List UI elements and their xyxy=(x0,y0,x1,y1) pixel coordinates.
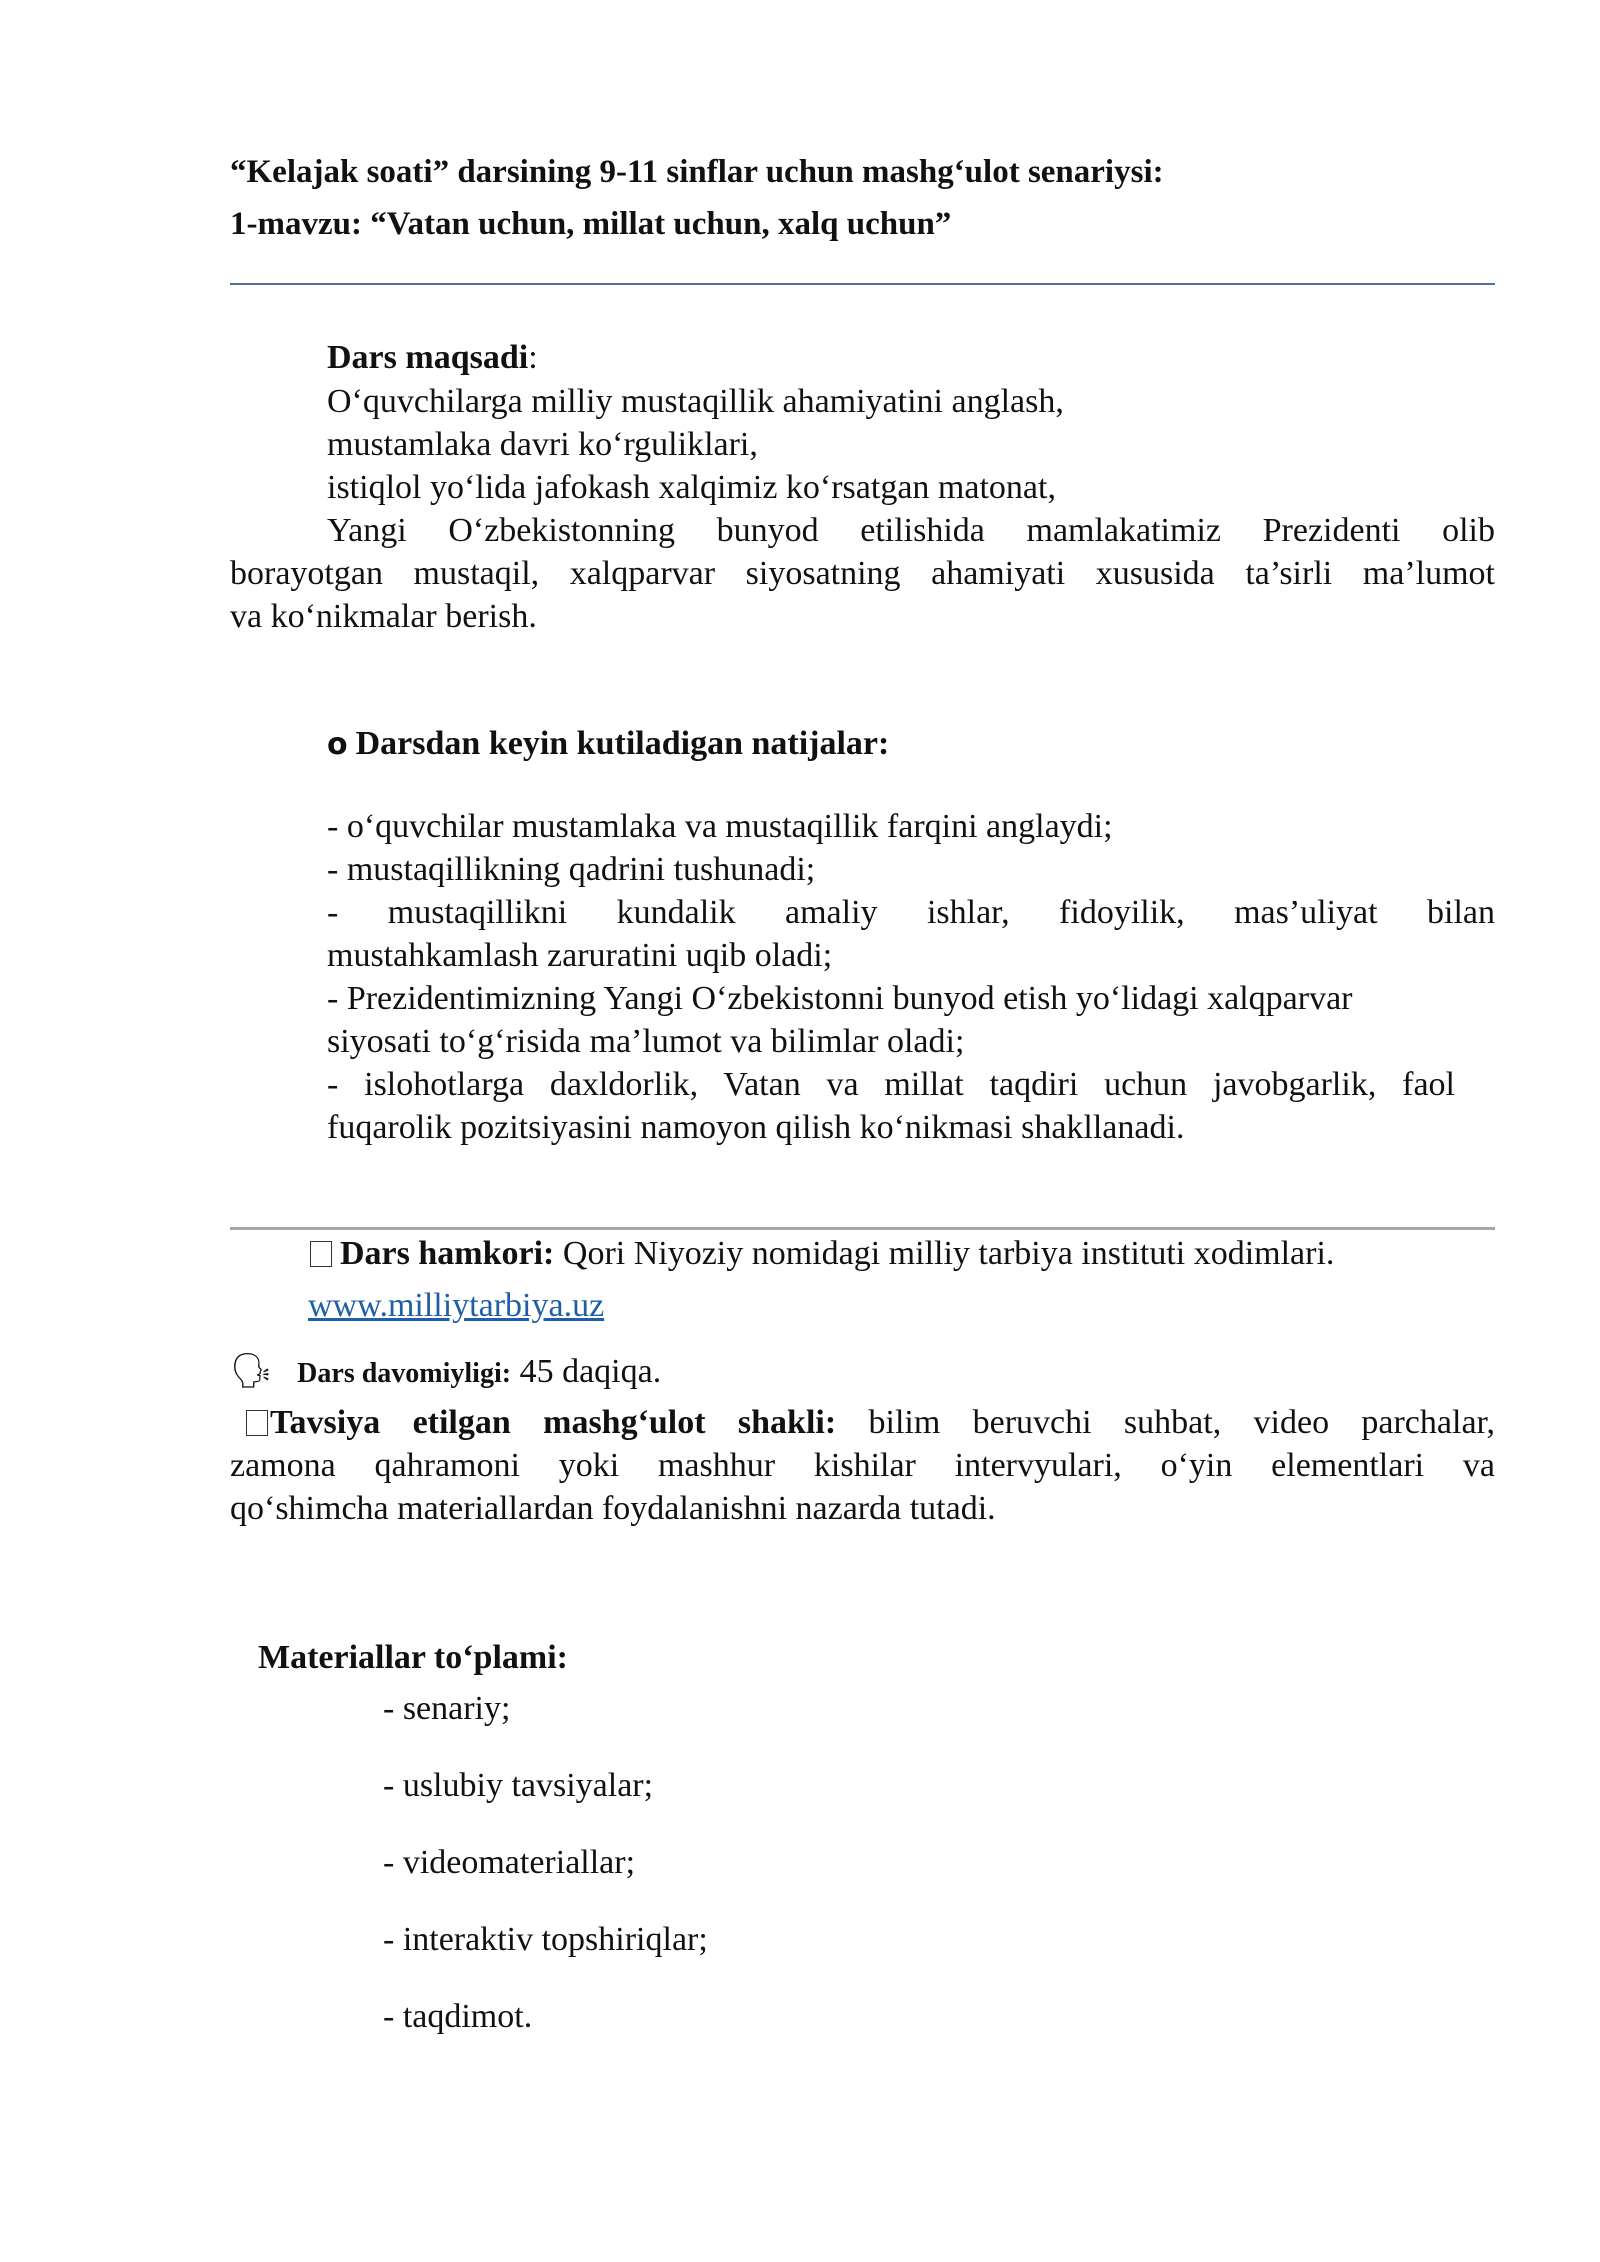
results-heading xyxy=(327,722,889,766)
format-label: Tavsiya etilgan mashg‘ulot shakli: xyxy=(270,1404,837,1441)
goal-heading-label: Dars maqsadi xyxy=(327,339,529,376)
goal-line4: Yangi O‘zbekistonning bunyod etilishida mamlakatimiz Prezidenti olib xyxy=(327,512,1495,549)
result-item-3-line2: mustahkamlash zaruratini uqib oladi; xyxy=(327,937,833,974)
format-line3: qo‘shimcha materiallardan foydalanishni nazarda tutadi. xyxy=(230,1490,996,1527)
empty-box-icon xyxy=(246,1410,268,1436)
materials-item: - senariy; xyxy=(383,1690,511,1727)
result-item-5-line2: fuqarolik pozitsiyasini namoyon qilish ko‘nikmasi shakllanadi. xyxy=(327,1109,1185,1146)
partner-text: Qori Niyoziy nomidagi milliy tarbiya instituti xodimlari. xyxy=(554,1235,1335,1272)
materials-item: - uslubiy tavsiyalar; xyxy=(383,1767,654,1804)
result-item-4-line2: siyosati to‘g‘risida ma’lumot va bilimlar oladi; xyxy=(327,1023,965,1060)
format-line2: zamona qahramoni yoki mashhur kishilar intervyulari, o‘yin elementlari va xyxy=(230,1447,1495,1484)
duration-value: 45 daqiqa. xyxy=(511,1353,662,1390)
result-item-2: - mustaqillikning qadrini tushunadi; xyxy=(327,851,816,888)
header-divider xyxy=(230,283,1495,285)
partner-label: Dars hamkori: xyxy=(340,1235,555,1272)
result-item-3-line1: - mustaqillikni kundalik amaliy ishlar, fidoyilik, mas’uliyat bilan xyxy=(327,894,1495,931)
result-item-4-line1: - Prezidentimizning Yangi O‘zbekistonni bunyod etish yo‘lidagi xalqparvar xyxy=(327,980,1353,1017)
partner-link-line xyxy=(308,1284,604,1327)
circle-bullet-icon: o xyxy=(327,727,348,762)
goal-line3: istiqlol yo‘lida jafokash xalqimiz ko‘rsatgan matonat, xyxy=(327,469,1056,506)
materials-heading: Materiallar to‘plami: xyxy=(258,1639,569,1676)
goal-line2: mustamlaka davri ko‘rguliklari, xyxy=(327,426,758,463)
goal-line6: va ko‘nikmalar berish. xyxy=(230,598,537,635)
materials-item: - taqdimot. xyxy=(383,1998,533,2035)
partner-website-link[interactable]: www.milliytarbiya.uz xyxy=(308,1287,605,1324)
result-item-1: - o‘quvchilar mustamlaka va mustaqillik farqini anglaydi; xyxy=(327,808,1113,845)
section-divider xyxy=(230,1227,1495,1230)
materials-item: - videomateriallar; xyxy=(383,1844,636,1881)
duration-line xyxy=(230,1350,661,1395)
goal-line5: borayotgan mustaqil, xalqparvar siyosatning ahamiyati xususida ta’sirli ma’lumot xyxy=(230,555,1495,592)
goal-heading xyxy=(327,336,538,379)
partner-line xyxy=(310,1232,1334,1275)
format-line1 xyxy=(246,1401,1495,1444)
empty-box-icon xyxy=(310,1241,332,1267)
format-line1-rest: bilim beruvchi suhbat, video parchalar, xyxy=(836,1404,1495,1441)
result-item-5-line1: - islohotlarga daxldorlik, Vatan va millat taqdiri uchun javobgarlik, faol xyxy=(327,1066,1455,1103)
results-heading-label: Darsdan keyin kutiladigan natijalar: xyxy=(355,725,890,762)
goal-heading-colon: : xyxy=(528,339,538,376)
duration-label: Dars davomiyligi: xyxy=(297,1358,512,1389)
speaking-head-icon: 🗣 xyxy=(230,1351,274,1391)
document-title-line2: 1-mavzu: “Vatan uchun, millat uchun, xalq uchun” xyxy=(230,206,952,242)
materials-item: - interaktiv topshiriqlar; xyxy=(383,1921,708,1958)
document-title-line1: “Kelajak soati” darsining 9-11 sinflar uchun mashg‘ulot senariysi: xyxy=(230,154,1164,190)
goal-line1: O‘quvchilarga milliy mustaqillik ahamiyatini anglash, xyxy=(327,383,1064,420)
